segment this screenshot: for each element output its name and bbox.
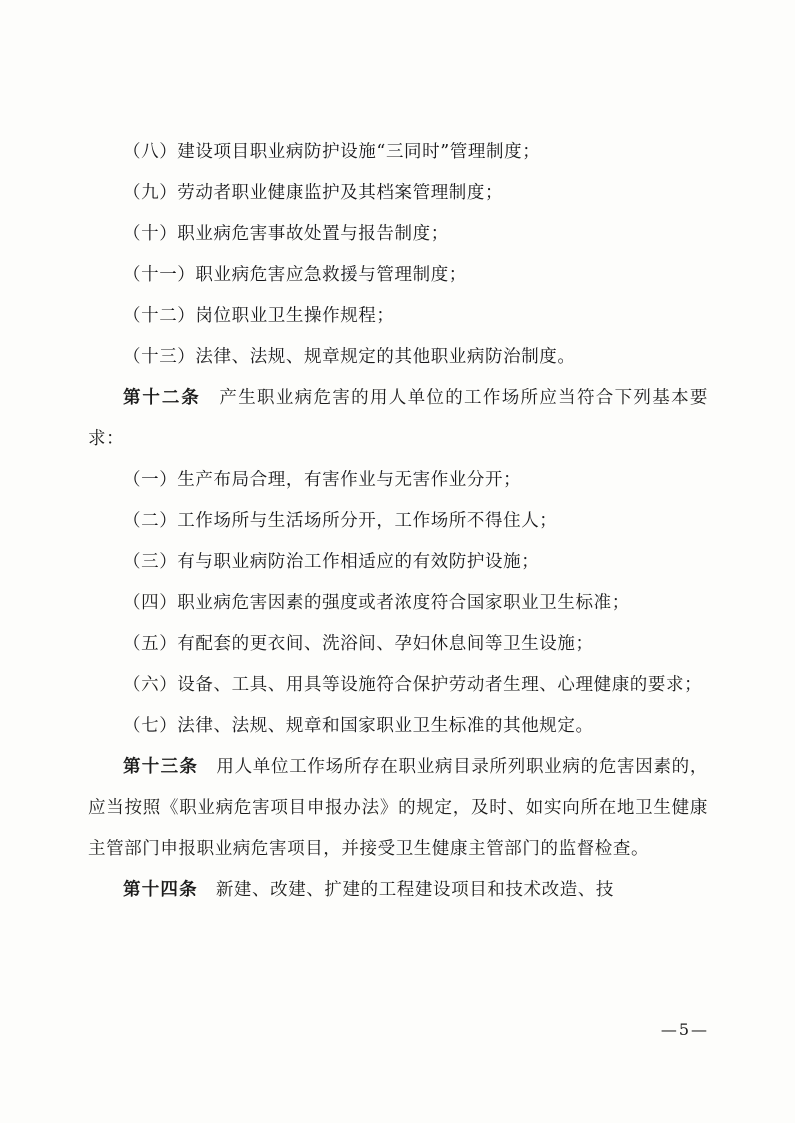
list-item: （十二）岗位职业卫生操作规程； <box>123 306 395 326</box>
article-13-paragraph <box>88 747 708 870</box>
list-item: （四）职业病危害因素的强度或者浓度符合国家职业卫生标准； <box>123 593 630 613</box>
article-12-body: 产生职业病危害的用人单位的工作场所应当符合下列基本要求： <box>88 388 708 449</box>
list-item: （一）生产布局合理，有害作业与无害作业分开； <box>123 470 522 490</box>
page-number <box>661 1020 709 1039</box>
article-14-paragraph <box>88 870 708 911</box>
article-13-number: 第十三条 <box>123 757 199 777</box>
article-14-number: 第十四条 <box>123 880 198 900</box>
article-12-number: 第十二条 <box>123 388 201 408</box>
list-item: （十）职业病危害事故处置与报告制度； <box>123 224 449 244</box>
document-body <box>88 132 708 911</box>
list-item: （十三）法律、法规、规章规定的其他职业病防治制度。 <box>123 347 576 367</box>
list-item: （二）工作场所与生活场所分开，工作场所不得住人； <box>123 511 558 531</box>
page-number-right-dash: — <box>691 1020 709 1039</box>
list-item: （九）劳动者职业健康监护及其档案管理制度； <box>123 183 504 203</box>
list-item: （十一）职业病危害应急救援与管理制度； <box>123 265 467 285</box>
list-item: （八）建设项目职业病防护设施“三同时”管理制度； <box>123 142 541 162</box>
list-item: （三）有与职业病防治工作相适应的有效防护设施； <box>123 552 540 572</box>
page-number-left-dash: — <box>660 1020 679 1039</box>
article-14-body: 新建、改建、扩建的工程建设项目和技术改造、技 <box>215 880 615 900</box>
list-item: （五）有配套的更衣间、洗浴间、孕妇休息间等卫生设施； <box>123 634 594 654</box>
page-number-value: 5 <box>678 1020 691 1039</box>
article-13-body: 用人单位工作场所存在职业病目录所列职业病的危害因素的，应当按照《职业病危害项目申报办法》的规定，及时、如实向所在地卫生健康主管部门申报职业病危害项目，并接受卫生健康主管部门的监督检查。 <box>88 757 708 859</box>
article-12-paragraph <box>88 378 708 460</box>
list-item: （六）设备、工具、用具等设施符合保护劳动者生理、心理健康的要求； <box>123 675 703 695</box>
list-item: （七）法律、法规、规章和国家职业卫生标准的其他规定。 <box>123 716 594 736</box>
